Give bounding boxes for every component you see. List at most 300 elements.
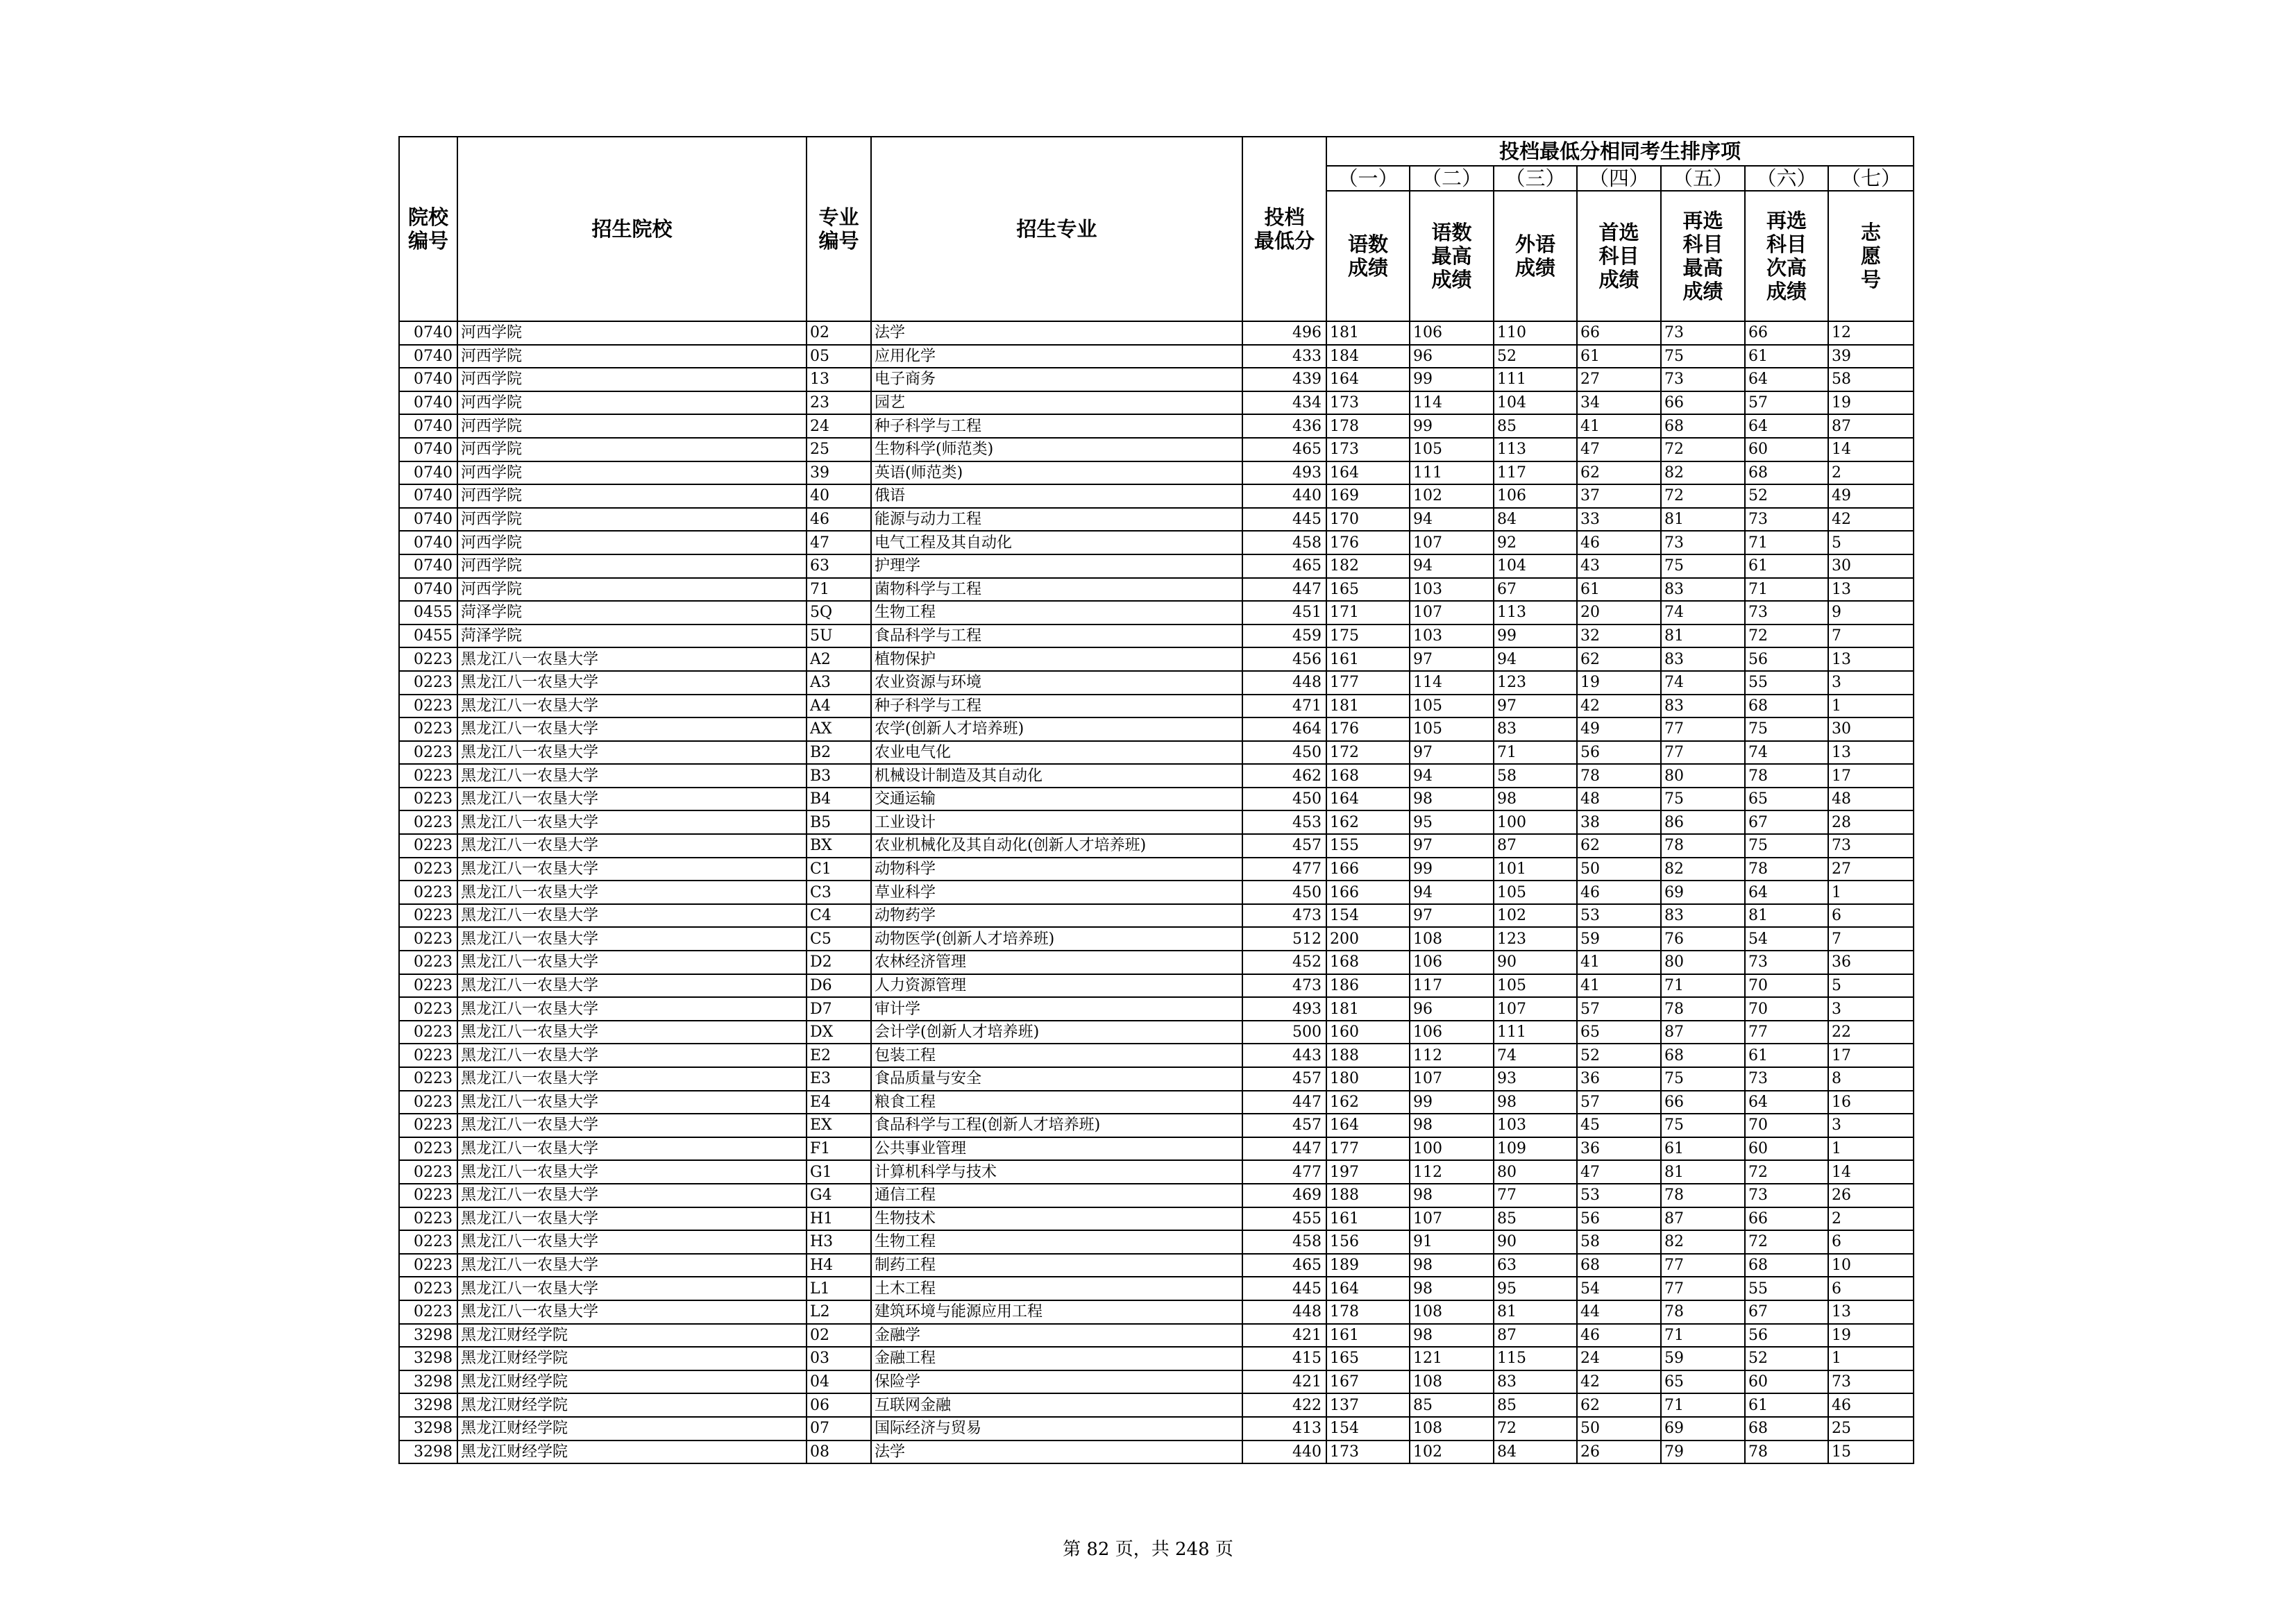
cell-tie-5: 77 [1661,717,1745,741]
cell-tie-5: 75 [1661,1067,1745,1091]
cell-major-code: E2 [807,1044,871,1067]
cell-min-score: 447 [1242,1137,1326,1161]
cell-school-name: 黑龙江财经学院 [457,1370,807,1394]
cell-tie-2: 102 [1410,484,1494,508]
cell-tie-1: 173 [1326,391,1410,415]
cell-school-code: 0223 [399,1230,457,1254]
cell-school-name: 河西学院 [457,531,807,554]
cell-school-name: 黑龙江八一农垦大学 [457,1254,807,1277]
cell-tie-5: 76 [1661,927,1745,951]
cell-school-code: 0223 [399,1067,457,1091]
table-row [399,974,1914,998]
table-row [399,461,1914,485]
cell-major-name: 种子科学与工程 [871,414,1242,438]
cell-min-score: 465 [1242,438,1326,461]
cell-major-name: 制药工程 [871,1254,1242,1277]
cell-major-name: 植物保护 [871,647,1242,671]
tie-index-2: （二） [1410,166,1494,191]
cell-tie-1: 165 [1326,578,1410,602]
cell-tie-3: 117 [1494,461,1577,485]
cell-tie-3: 74 [1494,1044,1577,1067]
cell-school-name: 黑龙江八一农垦大学 [457,695,807,718]
cell-tie-7: 30 [1828,717,1914,741]
cell-tie-5: 80 [1661,951,1745,974]
cell-tie-5: 71 [1661,1324,1745,1348]
cell-tie-3: 99 [1494,624,1577,648]
cell-major-name: 机械设计制造及其自动化 [871,764,1242,788]
cell-tie-2: 99 [1410,858,1494,881]
cell-school-name: 黑龙江八一农垦大学 [457,951,807,974]
table-row [399,1441,1914,1464]
cell-tie-5: 71 [1661,1393,1745,1417]
cell-tie-2: 107 [1410,1067,1494,1091]
cell-tie-7: 13 [1828,578,1914,602]
cell-school-name: 黑龙江财经学院 [457,1347,807,1370]
cell-min-score: 448 [1242,671,1326,695]
cell-tie-2: 94 [1410,764,1494,788]
cell-tie-2: 85 [1410,1393,1494,1417]
table-row [399,951,1914,974]
table-row [399,1137,1914,1161]
cell-tie-7: 46 [1828,1393,1914,1417]
cell-tie-1: 180 [1326,1067,1410,1091]
cell-tie-7: 1 [1828,1347,1914,1370]
cell-school-name: 黑龙江八一农垦大学 [457,764,807,788]
cell-tie-2: 98 [1410,1114,1494,1137]
cell-tie-2: 107 [1410,1207,1494,1231]
cell-major-code: 03 [807,1347,871,1370]
cell-tie-3: 90 [1494,1230,1577,1254]
cell-min-score: 448 [1242,1300,1326,1324]
cell-major-code: A4 [807,695,871,718]
table-row [399,927,1914,951]
cell-tie-1: 173 [1326,1441,1410,1464]
cell-major-code: 40 [807,484,871,508]
cell-tie-5: 86 [1661,810,1745,834]
cell-school-code: 0223 [399,671,457,695]
cell-tie-1: 182 [1326,554,1410,578]
table-row [399,1347,1914,1370]
cell-tie-3: 95 [1494,1277,1577,1300]
cell-tie-5: 68 [1661,1044,1745,1067]
cell-tie-3: 109 [1494,1137,1577,1161]
cell-tie-7: 7 [1828,927,1914,951]
cell-tie-7: 5 [1828,531,1914,554]
cell-min-score: 443 [1242,1044,1326,1067]
cell-major-name: 生物科学(师范类) [871,438,1242,461]
cell-tie-4: 32 [1577,624,1661,648]
cell-tie-1: 172 [1326,741,1410,765]
cell-tie-6: 74 [1745,741,1828,765]
cell-major-name: 建筑环境与能源应用工程 [871,1300,1242,1324]
cell-school-name: 黑龙江八一农垦大学 [457,671,807,695]
cell-school-name: 黑龙江八一农垦大学 [457,881,807,904]
cell-tie-5: 73 [1661,321,1745,345]
cell-min-score: 421 [1242,1324,1326,1348]
cell-tie-7: 26 [1828,1184,1914,1207]
cell-tie-4: 62 [1577,647,1661,671]
cell-tie-5: 82 [1661,461,1745,485]
cell-tie-2: 94 [1410,554,1494,578]
cell-tie-3: 63 [1494,1254,1577,1277]
cell-tie-1: 161 [1326,1207,1410,1231]
cell-tie-6: 75 [1745,834,1828,858]
cell-tie-1: 169 [1326,484,1410,508]
table-row [399,1300,1914,1324]
cell-tie-5: 82 [1661,858,1745,881]
cell-tie-3: 85 [1494,1207,1577,1231]
cell-tie-6: 71 [1745,531,1828,554]
cell-major-name: 保险学 [871,1370,1242,1394]
table-row [399,788,1914,811]
cell-tie-7: 6 [1828,904,1914,928]
cell-school-code: 0223 [399,881,457,904]
cell-tie-4: 57 [1577,997,1661,1021]
cell-tie-7: 73 [1828,834,1914,858]
cell-major-code: L2 [807,1300,871,1324]
col-major-name: 招生专业 [871,137,1242,321]
cell-tie-7: 14 [1828,1160,1914,1184]
cell-school-code: 0223 [399,1021,457,1044]
cell-tie-1: 137 [1326,1393,1410,1417]
cell-major-name: 动物医学(创新人才培养班) [871,927,1242,951]
cell-tie-1: 200 [1326,927,1410,951]
cell-tie-6: 56 [1745,1324,1828,1348]
cell-tie-1: 176 [1326,717,1410,741]
tie-label-4: 首选 科目 成绩 [1577,191,1661,321]
cell-tie-2: 112 [1410,1160,1494,1184]
cell-tie-5: 72 [1661,484,1745,508]
cell-tie-2: 121 [1410,1347,1494,1370]
cell-school-code: 0740 [399,438,457,461]
cell-tie-2: 97 [1410,904,1494,928]
cell-tie-5: 74 [1661,671,1745,695]
cell-tie-7: 5 [1828,974,1914,998]
cell-min-score: 450 [1242,881,1326,904]
table-row [399,578,1914,602]
cell-major-name: 农林经济管理 [871,951,1242,974]
cell-major-name: 能源与动力工程 [871,508,1242,532]
cell-tie-3: 93 [1494,1067,1577,1091]
table-row [399,1114,1914,1137]
cell-min-score: 447 [1242,578,1326,602]
cell-tie-1: 178 [1326,1300,1410,1324]
cell-school-name: 黑龙江八一农垦大学 [457,1137,807,1161]
cell-school-code: 0740 [399,368,457,391]
cell-tie-2: 96 [1410,345,1494,368]
cell-min-score: 471 [1242,695,1326,718]
cell-major-code: B4 [807,788,871,811]
cell-major-code: H3 [807,1230,871,1254]
cell-major-name: 互联网金融 [871,1393,1242,1417]
cell-tie-1: 155 [1326,834,1410,858]
cell-major-code: 02 [807,1324,871,1348]
cell-tie-4: 65 [1577,1021,1661,1044]
cell-tie-3: 107 [1494,997,1577,1021]
cell-tie-5: 68 [1661,414,1745,438]
cell-tie-3: 84 [1494,1441,1577,1464]
cell-tie-4: 56 [1577,1207,1661,1231]
cell-tie-2: 97 [1410,834,1494,858]
cell-min-score: 457 [1242,1114,1326,1137]
cell-tie-3: 113 [1494,438,1577,461]
cell-tie-7: 87 [1828,414,1914,438]
cell-school-code: 0223 [399,1207,457,1231]
cell-tie-6: 56 [1745,647,1828,671]
cell-major-name: 法学 [871,321,1242,345]
cell-min-score: 436 [1242,414,1326,438]
cell-school-code: 0740 [399,391,457,415]
cell-school-code: 3298 [399,1417,457,1441]
tie-index-7: （七） [1828,166,1914,191]
table-row [399,1067,1914,1091]
cell-tie-3: 83 [1494,717,1577,741]
table-row [399,414,1914,438]
cell-tie-6: 73 [1745,601,1828,624]
cell-school-name: 黑龙江八一农垦大学 [457,810,807,834]
tie-index-5: （五） [1661,166,1745,191]
cell-tie-5: 66 [1661,391,1745,415]
cell-school-name: 黑龙江财经学院 [457,1417,807,1441]
cell-major-name: 农学(创新人才培养班) [871,717,1242,741]
cell-school-code: 0223 [399,858,457,881]
table-row [399,647,1914,671]
table-row [399,321,1914,345]
cell-school-code: 0223 [399,1277,457,1300]
cell-major-name: 电气工程及其自动化 [871,531,1242,554]
cell-tie-6: 68 [1745,1254,1828,1277]
cell-tie-7: 15 [1828,1441,1914,1464]
cell-major-name: 通信工程 [871,1184,1242,1207]
cell-min-score: 465 [1242,554,1326,578]
cell-tie-2: 98 [1410,1277,1494,1300]
cell-school-code: 0223 [399,927,457,951]
cell-tie-1: 188 [1326,1044,1410,1067]
table-row [399,484,1914,508]
cell-major-code: B3 [807,764,871,788]
cell-tie-4: 62 [1577,834,1661,858]
cell-tie-4: 54 [1577,1277,1661,1300]
cell-school-name: 黑龙江八一农垦大学 [457,974,807,998]
cell-tie-2: 95 [1410,810,1494,834]
cell-tie-6: 68 [1745,695,1828,718]
cell-tie-1: 166 [1326,858,1410,881]
cell-tie-7: 22 [1828,1021,1914,1044]
cell-tie-6: 66 [1745,321,1828,345]
cell-min-score: 459 [1242,624,1326,648]
cell-tie-5: 83 [1661,578,1745,602]
cell-school-code: 0223 [399,997,457,1021]
cell-tie-4: 20 [1577,601,1661,624]
cell-tie-6: 64 [1745,368,1828,391]
cell-tie-5: 78 [1661,1300,1745,1324]
cell-tie-1: 164 [1326,1277,1410,1300]
cell-min-score: 464 [1242,717,1326,741]
cell-school-name: 黑龙江八一农垦大学 [457,927,807,951]
cell-tie-7: 17 [1828,764,1914,788]
cell-school-name: 黑龙江八一农垦大学 [457,788,807,811]
cell-tie-6: 70 [1745,1114,1828,1137]
cell-tie-7: 25 [1828,1417,1914,1441]
cell-tie-3: 97 [1494,695,1577,718]
cell-min-score: 500 [1242,1021,1326,1044]
cell-major-code: B2 [807,741,871,765]
tie-index-6: （六） [1745,166,1828,191]
cell-school-name: 黑龙江八一农垦大学 [457,1160,807,1184]
cell-tie-4: 68 [1577,1254,1661,1277]
cell-school-name: 河西学院 [457,461,807,485]
cell-major-code: AX [807,717,871,741]
cell-tie-1: 181 [1326,321,1410,345]
cell-school-code: 0455 [399,624,457,648]
cell-tie-4: 46 [1577,531,1661,554]
table-row [399,1160,1914,1184]
cell-tie-7: 48 [1828,788,1914,811]
cell-tie-4: 24 [1577,1347,1661,1370]
cell-tie-5: 75 [1661,1114,1745,1137]
cell-tie-4: 50 [1577,1417,1661,1441]
cell-major-name: 动物科学 [871,858,1242,881]
cell-major-name: 食品科学与工程 [871,624,1242,648]
cell-tie-6: 64 [1745,881,1828,904]
cell-major-code: C3 [807,881,871,904]
cell-major-code: BX [807,834,871,858]
cell-school-name: 河西学院 [457,345,807,368]
cell-major-name: 食品质量与安全 [871,1067,1242,1091]
cell-school-code: 0223 [399,904,457,928]
cell-tie-2: 108 [1410,1370,1494,1394]
cell-tie-2: 108 [1410,927,1494,951]
cell-major-code: 06 [807,1393,871,1417]
cell-min-score: 447 [1242,1091,1326,1114]
table-row [399,810,1914,834]
cell-tie-5: 59 [1661,1347,1745,1370]
cell-major-code: E4 [807,1091,871,1114]
cell-major-name: 交通运输 [871,788,1242,811]
cell-school-code: 0223 [399,717,457,741]
cell-tie-2: 99 [1410,414,1494,438]
cell-min-score: 422 [1242,1393,1326,1417]
cell-school-code: 0223 [399,1300,457,1324]
cell-tie-5: 61 [1661,1137,1745,1161]
cell-major-name: 人力资源管理 [871,974,1242,998]
cell-tie-4: 58 [1577,1230,1661,1254]
table-row [399,1393,1914,1417]
cell-tie-7: 17 [1828,1044,1914,1067]
cell-tie-4: 44 [1577,1300,1661,1324]
cell-tie-2: 102 [1410,1441,1494,1464]
tie-label-5: 再选 科目 最高 成绩 [1661,191,1745,321]
cell-tie-2: 108 [1410,1417,1494,1441]
table-row [399,368,1914,391]
cell-school-name: 黑龙江八一农垦大学 [457,1277,807,1300]
cell-school-name: 黑龙江八一农垦大学 [457,1230,807,1254]
cell-tie-6: 73 [1745,508,1828,532]
cell-school-code: 0223 [399,834,457,858]
cell-major-name: 土木工程 [871,1277,1242,1300]
cell-tie-5: 74 [1661,601,1745,624]
tie-label-7: 志 愿 号 [1828,191,1914,321]
cell-tie-5: 77 [1661,1254,1745,1277]
table-row [399,531,1914,554]
cell-tie-1: 162 [1326,810,1410,834]
cell-tie-1: 173 [1326,438,1410,461]
tie-label-3: 外语 成绩 [1494,191,1577,321]
table-row [399,1021,1914,1044]
cell-tie-3: 103 [1494,1114,1577,1137]
cell-tie-1: 154 [1326,904,1410,928]
cell-tie-3: 113 [1494,601,1577,624]
cell-tie-4: 41 [1577,414,1661,438]
cell-major-code: L1 [807,1277,871,1300]
cell-tie-5: 83 [1661,904,1745,928]
cell-major-name: 电子商务 [871,368,1242,391]
cell-tie-1: 168 [1326,951,1410,974]
cell-tie-4: 62 [1577,461,1661,485]
cell-tie-2: 96 [1410,997,1494,1021]
table-row [399,1184,1914,1207]
cell-tie-6: 81 [1745,904,1828,928]
cell-min-score: 455 [1242,1207,1326,1231]
cell-school-name: 河西学院 [457,578,807,602]
cell-tie-3: 111 [1494,1021,1577,1044]
cell-tie-4: 38 [1577,810,1661,834]
cell-tie-3: 72 [1494,1417,1577,1441]
cell-school-name: 黑龙江八一农垦大学 [457,647,807,671]
cell-major-name: 动物药学 [871,904,1242,928]
cell-tie-3: 87 [1494,834,1577,858]
table-row [399,1091,1914,1114]
cell-school-name: 河西学院 [457,391,807,415]
cell-tie-4: 47 [1577,1160,1661,1184]
cell-tie-5: 82 [1661,1230,1745,1254]
cell-min-score: 440 [1242,484,1326,508]
cell-tie-6: 77 [1745,1021,1828,1044]
cell-tie-2: 91 [1410,1230,1494,1254]
cell-tie-1: 156 [1326,1230,1410,1254]
cell-tie-1: 181 [1326,695,1410,718]
cell-tie-5: 73 [1661,368,1745,391]
cell-tie-3: 87 [1494,1324,1577,1348]
cell-school-name: 黑龙江八一农垦大学 [457,1067,807,1091]
table-row [399,1254,1914,1277]
table-row [399,858,1914,881]
cell-tie-6: 70 [1745,974,1828,998]
table-body [399,321,1914,1463]
cell-tie-4: 42 [1577,1370,1661,1394]
table-row [399,717,1914,741]
col-school-code: 院校 编号 [399,137,457,321]
cell-min-score: 445 [1242,1277,1326,1300]
cell-school-code: 3298 [399,1441,457,1464]
cell-tie-5: 66 [1661,1091,1745,1114]
cell-major-code: 04 [807,1370,871,1394]
cell-tie-4: 41 [1577,974,1661,998]
cell-tie-5: 83 [1661,647,1745,671]
table-row [399,345,1914,368]
cell-tie-2: 98 [1410,788,1494,811]
cell-tie-3: 104 [1494,554,1577,578]
cell-major-name: 公共事业管理 [871,1137,1242,1161]
cell-school-name: 河西学院 [457,414,807,438]
cell-tie-1: 177 [1326,671,1410,695]
cell-min-score: 452 [1242,951,1326,974]
cell-major-name: 金融学 [871,1324,1242,1348]
cell-tie-7: 1 [1828,1137,1914,1161]
cell-min-score: 450 [1242,741,1326,765]
cell-major-name: 应用化学 [871,345,1242,368]
col-min-score: 投档 最低分 [1242,137,1326,321]
